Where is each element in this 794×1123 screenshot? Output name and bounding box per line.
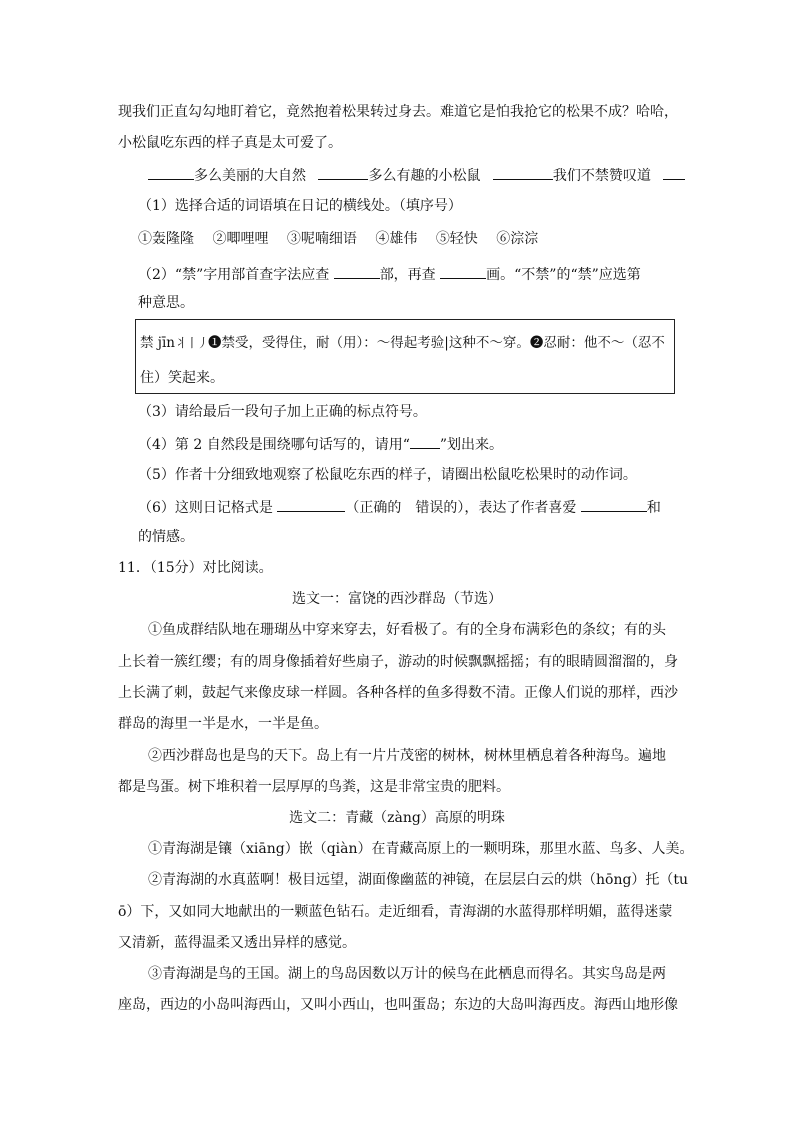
wavy-line-sample [410, 434, 440, 449]
answer-blank[interactable] [493, 165, 553, 180]
question-5: （5）作者十分细致地观察了松鼠吃东西的样子，请圈出松鼠吃松果时的动作词。 [138, 467, 637, 483]
answer-blank[interactable] [277, 497, 345, 512]
diary-ending-part: 我们不禁赞叹道 [552, 168, 651, 184]
answer-blank[interactable] [663, 165, 685, 180]
answer-blank[interactable] [334, 264, 380, 279]
q4-text: ”划出来。 [439, 437, 504, 453]
text2-paragraph-line: ō）下，又如同大地献出的一颗蓝色钻石。走近细看，青海湖的水蓝得那样明媚，蓝得迷蒙 [118, 904, 673, 920]
q6-text: （正确的 错误的），表达了作者喜爱 [345, 500, 577, 516]
dictionary-line: 住）笑起来。 [140, 370, 224, 386]
question-11-header: 11．（15分）对比阅读。 [118, 560, 273, 576]
text1-paragraph-line: ②西沙群岛也是鸟的天下。岛上有一片片茂密的树林，树林里栖息着各种海鸟。遍地 [148, 748, 666, 764]
option-3: ③呢喃细语 [286, 231, 357, 247]
dict-meanings: ❶禁受，受得住，耐（用）：～得起考验|这种不～穿。❷忍耐：他不～（忍不 [208, 335, 665, 351]
answer-blank[interactable] [318, 165, 368, 180]
text1-paragraph-line: ①鱼成群结队地在珊瑚丛中穿来穿去，好看极了。有的全身布满彩色的条纹；有的头 [148, 622, 666, 638]
q1-options [138, 230, 552, 248]
question-6-cont: 的情感。 [138, 529, 194, 545]
question-6 [138, 497, 661, 517]
text1-title: 选文一：富饶的西沙群岛（节选） [292, 591, 502, 607]
question-2 [138, 264, 641, 284]
option-5: ⑤轻快 [435, 231, 478, 247]
text2-paragraph-line: ①青海湖是镶（xiāng）嵌（qiàn）在青藏高原上的一颗明珠，那里水蓝、鸟多、人美。 [148, 841, 694, 857]
option-6: ⑥淙淙 [496, 231, 539, 247]
diary-ending-part: 多么美丽的大自然 [194, 168, 306, 184]
answer-blank[interactable] [581, 497, 647, 512]
diary-ending-part: 多么有趣的小松鼠 [368, 168, 481, 184]
q2-text: （2）“禁”字用部首查字法应查 [138, 267, 330, 283]
radical-glyph: 丬丨丿 [175, 336, 209, 350]
q6-text: （6）这则日记格式是 [138, 500, 273, 516]
question-3: （3）请给最后一段句子加上正确的标点符号。 [138, 404, 427, 420]
option-4: ④雄伟 [375, 231, 418, 247]
question-2-cont: 种意思。 [138, 295, 194, 311]
diary-line: 现我们正直勾勾地盯着它，竟然抱着松果转过身去。难道它是怕我抢它的松果不成？哈哈， [118, 104, 678, 120]
text2-paragraph-line: 座岛，西边的小岛叫海西山，又叫小西山，也叫蛋岛；东边的大岛叫海西皮。海西山地形像 [118, 997, 678, 1013]
text2-paragraph-line: 又清新，蓝得温柔又透出异样的感觉。 [118, 935, 356, 951]
q4-text: （4）第 2 自然段是围绕哪句话写的，请用“ [138, 437, 410, 453]
option-1: ①轰隆隆 [138, 231, 194, 247]
diary-line: 小松鼠吃东西的样子真是太可爱了。 [118, 135, 342, 151]
q2-text: 部，再查 [379, 267, 436, 283]
answer-blank[interactable] [148, 165, 194, 180]
dict-headword: 禁 jīn [140, 335, 175, 351]
text2-title: 选文二：青藏（zàng）高原的明珠 [289, 810, 505, 826]
question-4 [138, 434, 503, 454]
option-2: ②唧哩哩 [212, 231, 269, 247]
q2-text: 画。“不禁”的“禁”应选第 [486, 267, 641, 283]
text1-paragraph-line: 都是鸟蛋。树下堆积着一层厚厚的鸟粪，这是非常宝贵的肥料。 [118, 779, 510, 795]
answer-blank[interactable] [440, 264, 486, 279]
question-1: （1）选择合适的词语填在日记的横线处。（填序号） [138, 198, 462, 214]
dictionary-line [140, 334, 665, 352]
text1-paragraph-line: 群岛的海里一半是水，一半是鱼。 [118, 716, 328, 732]
diary-ending-line [148, 165, 685, 185]
q6-text: 和 [646, 500, 661, 516]
text2-paragraph-line: ③青海湖是鸟的王国。湖上的鸟岛因数以万计的候鸟在此栖息而得名。其实鸟岛是两 [148, 966, 666, 982]
text1-paragraph-line: 上长满了刺，鼓起气来像皮球一样圆。各种各样的鱼多得数不清。正像人们说的那样，西沙 [118, 685, 678, 701]
text2-paragraph-line: ②青海湖的水真蓝啊！极目远望，湖面像幽蓝的神镜，在层层白云的烘（hōng）托（tu [148, 872, 689, 888]
text1-paragraph-line: 上长着一簇红缨；有的周身像插着好些扇子，游动的时候飘飘摇摇；有的眼睛圆溜溜的，身 [118, 654, 678, 670]
